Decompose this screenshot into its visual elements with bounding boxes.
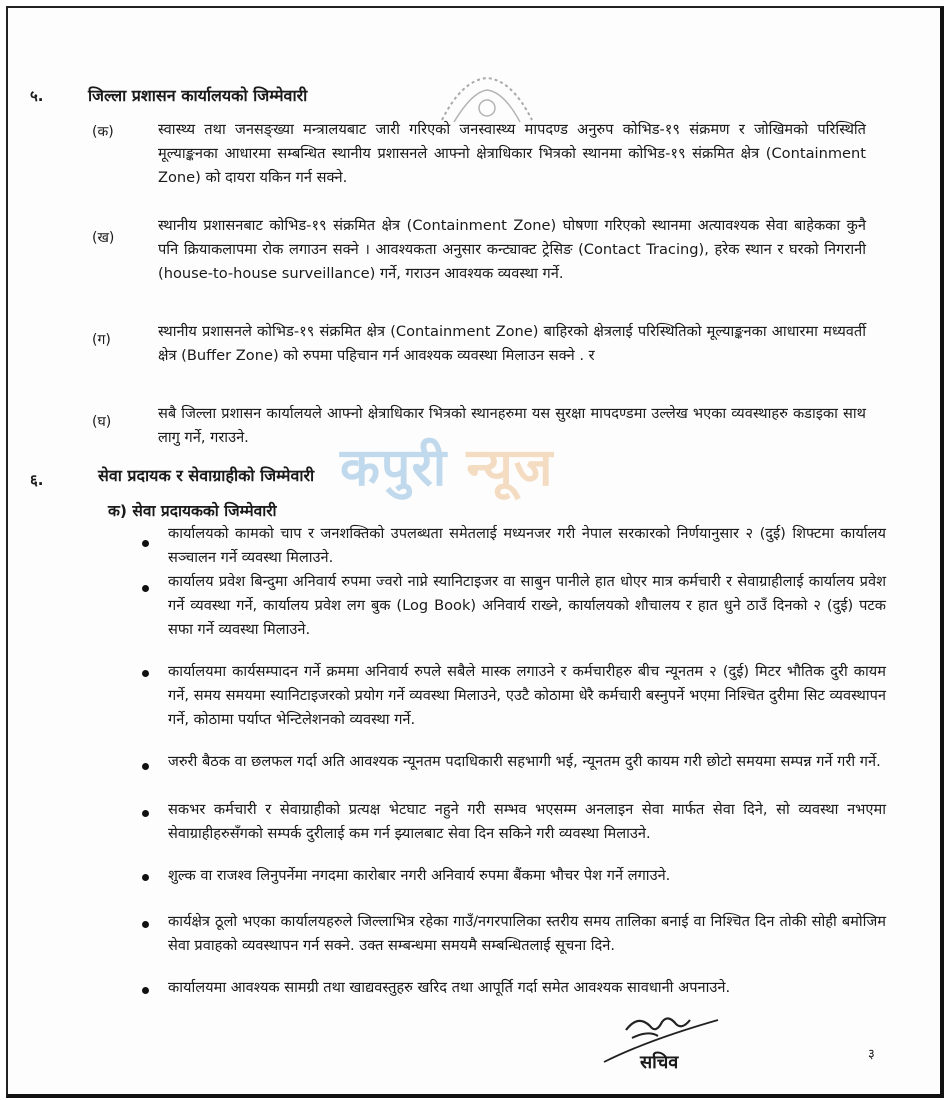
section-5-number: ५. — [30, 87, 44, 105]
bullet-8: कार्यालयमा आवश्यक सामग्री तथा खाद्यवस्तुहरु खरिद तथा आपूर्ति गर्दा समेत आवश्यक सावधानी अपनाउने. — [168, 979, 731, 996]
signature-label: सचिव — [640, 1052, 679, 1073]
section-6-heading: सेवा प्रदायक र सेवाग्राहीको जिम्मेवारी — [98, 466, 315, 485]
watermark-part1: कपुरी — [340, 438, 448, 498]
section-6-number: ६. — [30, 471, 44, 489]
item-ga-text: स्थानीय प्रशासनले कोभिड-१९ संक्रमित क्षेत्र (Containment Zone) बाहिरको क्षेत्रलाई परिस्थितिको मूल्याङ्कनका आधारमा मध्यवर्ती क्षेत्र (Buffer Zone) को रुपमा पहिचान गर्न आवश्यक व्यवस्था मिलाउन सक्ने . र — [158, 323, 866, 364]
page-number: ३ — [868, 1047, 875, 1062]
bullet-dot — [142, 585, 149, 592]
bullet-1: कार्यालयको कामको चाप र जनशक्तिको उपलब्धता समेतलाई मध्यनजर गरी नेपाल सरकारको निर्णयानुसार २ (दुई) शिफ्टमा कार्यालय सञ्चालन गर्ने व्यवस्था मिलाउने. — [168, 525, 886, 566]
bullet-dot — [142, 921, 149, 928]
bullet-dot — [142, 810, 149, 817]
bullet-dot — [142, 540, 149, 547]
bullet-5: सकभर कर्मचारी र सेवाग्राहीको प्रत्यक्ष भेटघाट नहुने गरी सम्भव भएसम्म अनलाइन सेवा मार्फत सेवा दिने, सो व्यवस्था नभएमा सेवाग्राहीहरुसँगको सम्पर्क दुरीलाई कम गर्न झ्यालबाट सेवा दिन सकिने गरी व्यवस्था मिलाउने. — [168, 801, 886, 842]
item-gha-text: सबै जिल्ला प्रशासन कार्यालयले आफ्नो क्षेत्राधिकार भित्रको स्थानहरुमा यस सुरक्षा मापदण्डमा उल्लेख भएका व्यवस्थाहरु कडाइका साथ लागु गर्ने, गराउने. — [158, 405, 866, 446]
bullet-dot — [142, 763, 149, 770]
section-6-subheading: क) सेवा प्रदायकको जिम्मेवारी — [108, 502, 277, 520]
news-watermark — [340, 430, 553, 501]
bullet-6: शुल्क वा राजश्व लिनुपर्नेमा नगदमा कारोबार नगरी अनिवार्य रुपमा बैंकमा भौचर पेश गर्ने लगाउने. — [168, 867, 671, 884]
item-ga-marker: (ग) — [92, 332, 111, 348]
bullet-2: कार्यालय प्रवेश बिन्दुमा अनिवार्य रुपमा ज्वरो नाप्ने स्यानिटाइजर वा साबुन पानीले हात धोएर मात्र कर्मचारी र सेवाग्राहीलाई कार्यालय प्रवेश गर्ने व्यवस्था गर्ने, कार्यालय प्रवेश लग बुक (Log Book) अनिवार्य राख्ने, कार्यालयको शौचालय र हात धुने ठाउँ दिनको २ (दुई) पटक सफा गर्ने व्यवस्था मिलाउने. — [168, 573, 886, 638]
item-gha-marker: (घ) — [92, 414, 112, 430]
bullet-dot — [142, 987, 149, 994]
bullet-4: जरुरी बैठक वा छलफल गर्दा अति आवश्यक न्यूनतम पदाधिकारी सहभागी भई, न्यूनतम दुरी कायम गरी छोटो समयमा सम्पन्न गर्ने गरी गर्ने. — [168, 753, 881, 770]
bullet-3: कार्यालयमा कार्यसम्पादन गर्ने क्रममा अनिवार्य रुपले सबैले मास्क लगाउने र कर्मचारीहरु बीच न्यूनतम २ (दुई) मिटर भौतिक दुरी कायम गर्ने, समय समयमा स्यानिटाइजरको प्रयोग गर्ने व्यवस्था मिलाउने, एउटै कोठामा धेरै कर्मचारी बस्नुपर्ने भएमा निश्चित दुरीमा सिट व्यवस्थापन गर्ने, कोठामा पर्याप्त भेन्टिलेशनको व्यवस्था गर्ने. — [168, 663, 886, 728]
item-ka-text: स्वास्थ्य तथा जनसङ्ख्या मन्त्रालयबाट जारी गरिएको जनस्वास्थ्य मापदण्ड अनुरुप कोभिड-१९ संक्रमण र जोखिमको परिस्थिति मूल्याङ्कनका आधारमा सम्बन्धित स्थानीय प्रशासनले आफ्नो क्षेत्राधिकार भित्रको स्थानमा कोभिड-१९ संक्रमित क्षेत्र (Containment Zone) को दायरा यकिन गर्न सक्ने. — [158, 121, 866, 186]
bullet-7: कार्यक्षेत्र ठूलो भएका कार्यालयहरुले जिल्लाभित्र रहेका गाउँ/नगरपालिका स्तरीय समय तालिका बनाई वा निश्चित दिन तोकी सोही बमोजिम सेवा प्रवाहको व्यवस्थापन गर्न सक्ने. उक्त सम्बन्धमा समयमै सम्बन्धितलाई सूचना दिने. — [168, 913, 886, 954]
bullet-dot — [142, 670, 149, 677]
bullet-dot — [142, 874, 149, 881]
item-ka-marker: (क) — [92, 124, 114, 140]
item-kha-text: स्थानीय प्रशासनबाट कोभिड-१९ संक्रमित क्षेत्र (Containment Zone) घोषणा गरिएको स्थानमा अत्यावश्यक सेवा बाहेकका कुनै पनि क्रियाकलापमा रोक लगाउन सक्ने । आवश्यकता अनुसार कन्ट्याक्ट ट्रेसिङ (Contact Tracing), हरेक स्थान र घरको निगरानी (house-to-house surveillance) गर्ने, गराउन आवश्यक व्यवस्था गर्ने. — [158, 217, 866, 282]
watermark-part2: न्यूज — [466, 438, 554, 498]
section-5-heading: जिल्ला प्रशासन कार्यालयको जिम्मेवारी — [88, 86, 308, 105]
item-kha-marker: (ख) — [92, 230, 115, 246]
